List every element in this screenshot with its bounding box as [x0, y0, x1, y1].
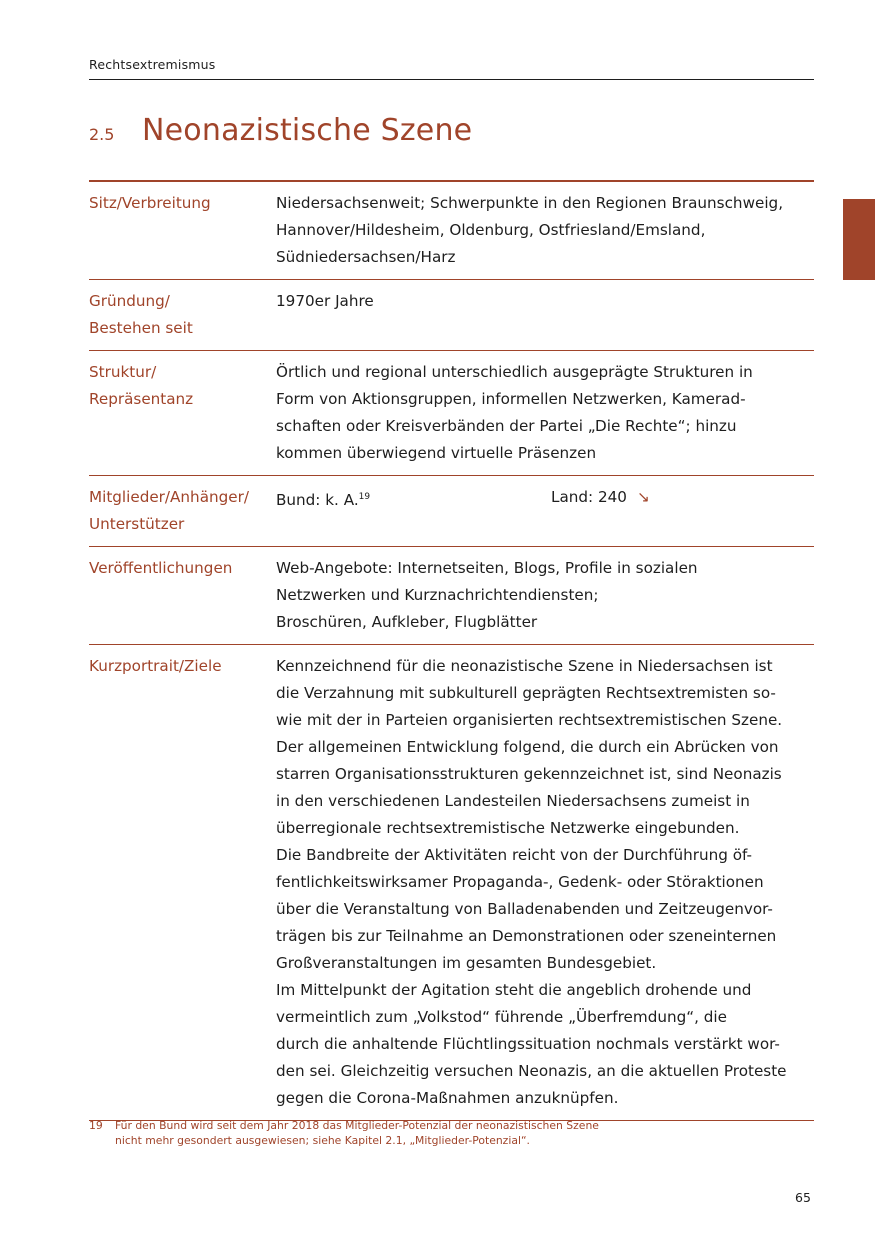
- text-line: fentlichkeitswirksamer Propaganda-, Gedenk- oder Störaktionen: [276, 873, 764, 891]
- text-line: durch die anhaltende Flüchtlingssituation nochmals verstärkt wor-: [276, 1035, 780, 1053]
- footnote-text: [115, 1118, 599, 1148]
- text-line: starren Organisationsstrukturen gekennzeichnet ist, sind Neonazis: [276, 765, 782, 783]
- row-value: [276, 190, 814, 271]
- row-value: [276, 484, 814, 538]
- label-line: Repräsentanz: [89, 390, 194, 408]
- section-number: 2.5: [89, 125, 115, 144]
- label-line: Bestehen seit: [89, 319, 193, 337]
- text-line: Broschüren, Aufkleber, Flugblätter: [276, 613, 538, 631]
- row-value: [276, 359, 814, 467]
- table-row-kurzportrait: [89, 645, 814, 1121]
- text-line: kommen überwiegend virtuelle Präsenzen: [276, 444, 597, 462]
- text-line: Niedersachsenweit; Schwerpunkte in den Regionen Braunschweig,: [276, 194, 784, 212]
- text-line: in den verschiedenen Landesteilen Niedersachsens zumeist in: [276, 792, 750, 810]
- text-line: über die Veranstaltung von Balladenabenden und Zeitzeugenvor-: [276, 900, 773, 918]
- text-line: Netzwerken und Kurznachrichtendiensten;: [276, 586, 599, 604]
- footnote: [89, 1118, 599, 1148]
- footnote-number: 19: [89, 1119, 103, 1132]
- table-row-sitz: [89, 182, 814, 280]
- row-label: Kurzportrait/Ziele: [89, 657, 222, 675]
- row-label: Sitz/Verbreitung: [89, 194, 211, 212]
- table-row-struktur: [89, 351, 814, 476]
- table-row-veroeffentlichungen: [89, 547, 814, 645]
- text-line: Der allgemeinen Entwicklung folgend, die durch ein Abrücken von: [276, 738, 779, 756]
- trend-down-icon: ↘: [636, 488, 650, 506]
- text-line: Örtlich und regional unterschiedlich ausgeprägte Strukturen in: [276, 363, 753, 381]
- bund-text: Bund: k. A.: [276, 491, 359, 510]
- text-line: Im Mittelpunkt der Agitation steht die angeblich drohende und: [276, 981, 752, 999]
- running-header: Rechtsextremismus: [89, 57, 216, 72]
- footnote-line: nicht mehr gesondert ausgewiesen; siehe Kapitel 2.1, „Mitglieder-Potenzial“.: [115, 1134, 530, 1147]
- label-line: Gründung/: [89, 292, 170, 310]
- footnote-line: Für den Bund wird seit dem Jahr 2018 das Mitglieder-Potenzial der neonazistischen Szene: [115, 1119, 599, 1132]
- text-line: die Verzahnung mit subkulturell geprägten Rechtsextremisten so-: [276, 684, 776, 702]
- land-text: Land: 240: [551, 488, 627, 506]
- footnote-ref[interactable]: 19: [358, 492, 371, 502]
- label-line: Unterstützer: [89, 515, 185, 533]
- row-value: 1970er Jahre: [276, 292, 374, 310]
- text-line: Web-Angebote: Internetseiten, Blogs, Profile in sozialen: [276, 559, 698, 577]
- text-line: Hannover/Hildesheim, Oldenburg, Ostfriesland/Emsland,: [276, 221, 706, 239]
- section-heading: [89, 113, 472, 148]
- page-number: 65: [795, 1190, 811, 1205]
- row-label: Veröffentlichungen: [89, 559, 233, 577]
- row-value: [276, 555, 814, 636]
- label-line: Mitglieder/Anhänger/: [89, 488, 249, 506]
- text-line: wie mit der in Parteien organisierten rechtsextremistischen Szene.: [276, 711, 783, 729]
- table-row-mitglieder: [89, 476, 814, 547]
- row-label: [89, 288, 276, 342]
- section-title: Neonazistische Szene: [142, 113, 473, 148]
- table-row-gruendung: [89, 280, 814, 351]
- bund-count: [276, 484, 551, 538]
- text-line: trägen bis zur Teilnahme an Demonstrationen oder szeneinternen: [276, 927, 777, 945]
- row-label: [89, 359, 276, 467]
- text-line: vermeintlich zum „Volkstod“ führende „Überfremdung“, die: [276, 1008, 727, 1026]
- row-value: [276, 653, 814, 1112]
- text-line: Form von Aktionsgruppen, informellen Netzwerken, Kamerad-: [276, 390, 746, 408]
- text-line: Südniedersachsen/Harz: [276, 248, 456, 266]
- text-line: Großveranstaltungen im gesamten Bundesgebiet.: [276, 954, 657, 972]
- land-count: [551, 484, 650, 538]
- label-line: Struktur/: [89, 363, 157, 381]
- text-line: gegen die Corona-Maßnahmen anzuknüpfen.: [276, 1089, 619, 1107]
- text-line: Die Bandbreite der Aktivitäten reicht von der Durchführung öf-: [276, 846, 753, 864]
- fact-table: [89, 180, 814, 1121]
- text-line: überregionale rechtsextremistische Netzwerke eingebunden.: [276, 819, 740, 837]
- text-line: den sei. Gleichzeitig versuchen Neonazis, an die aktuellen Proteste: [276, 1062, 787, 1080]
- header-rule: [89, 79, 814, 80]
- text-line: Kennzeichnend für die neonazistische Szene in Niedersachsen ist: [276, 657, 773, 675]
- row-label: [89, 484, 276, 538]
- text-line: schaften oder Kreisverbänden der Partei „Die Rechte“; hinzu: [276, 417, 737, 435]
- chapter-thumb-tab: [843, 199, 875, 280]
